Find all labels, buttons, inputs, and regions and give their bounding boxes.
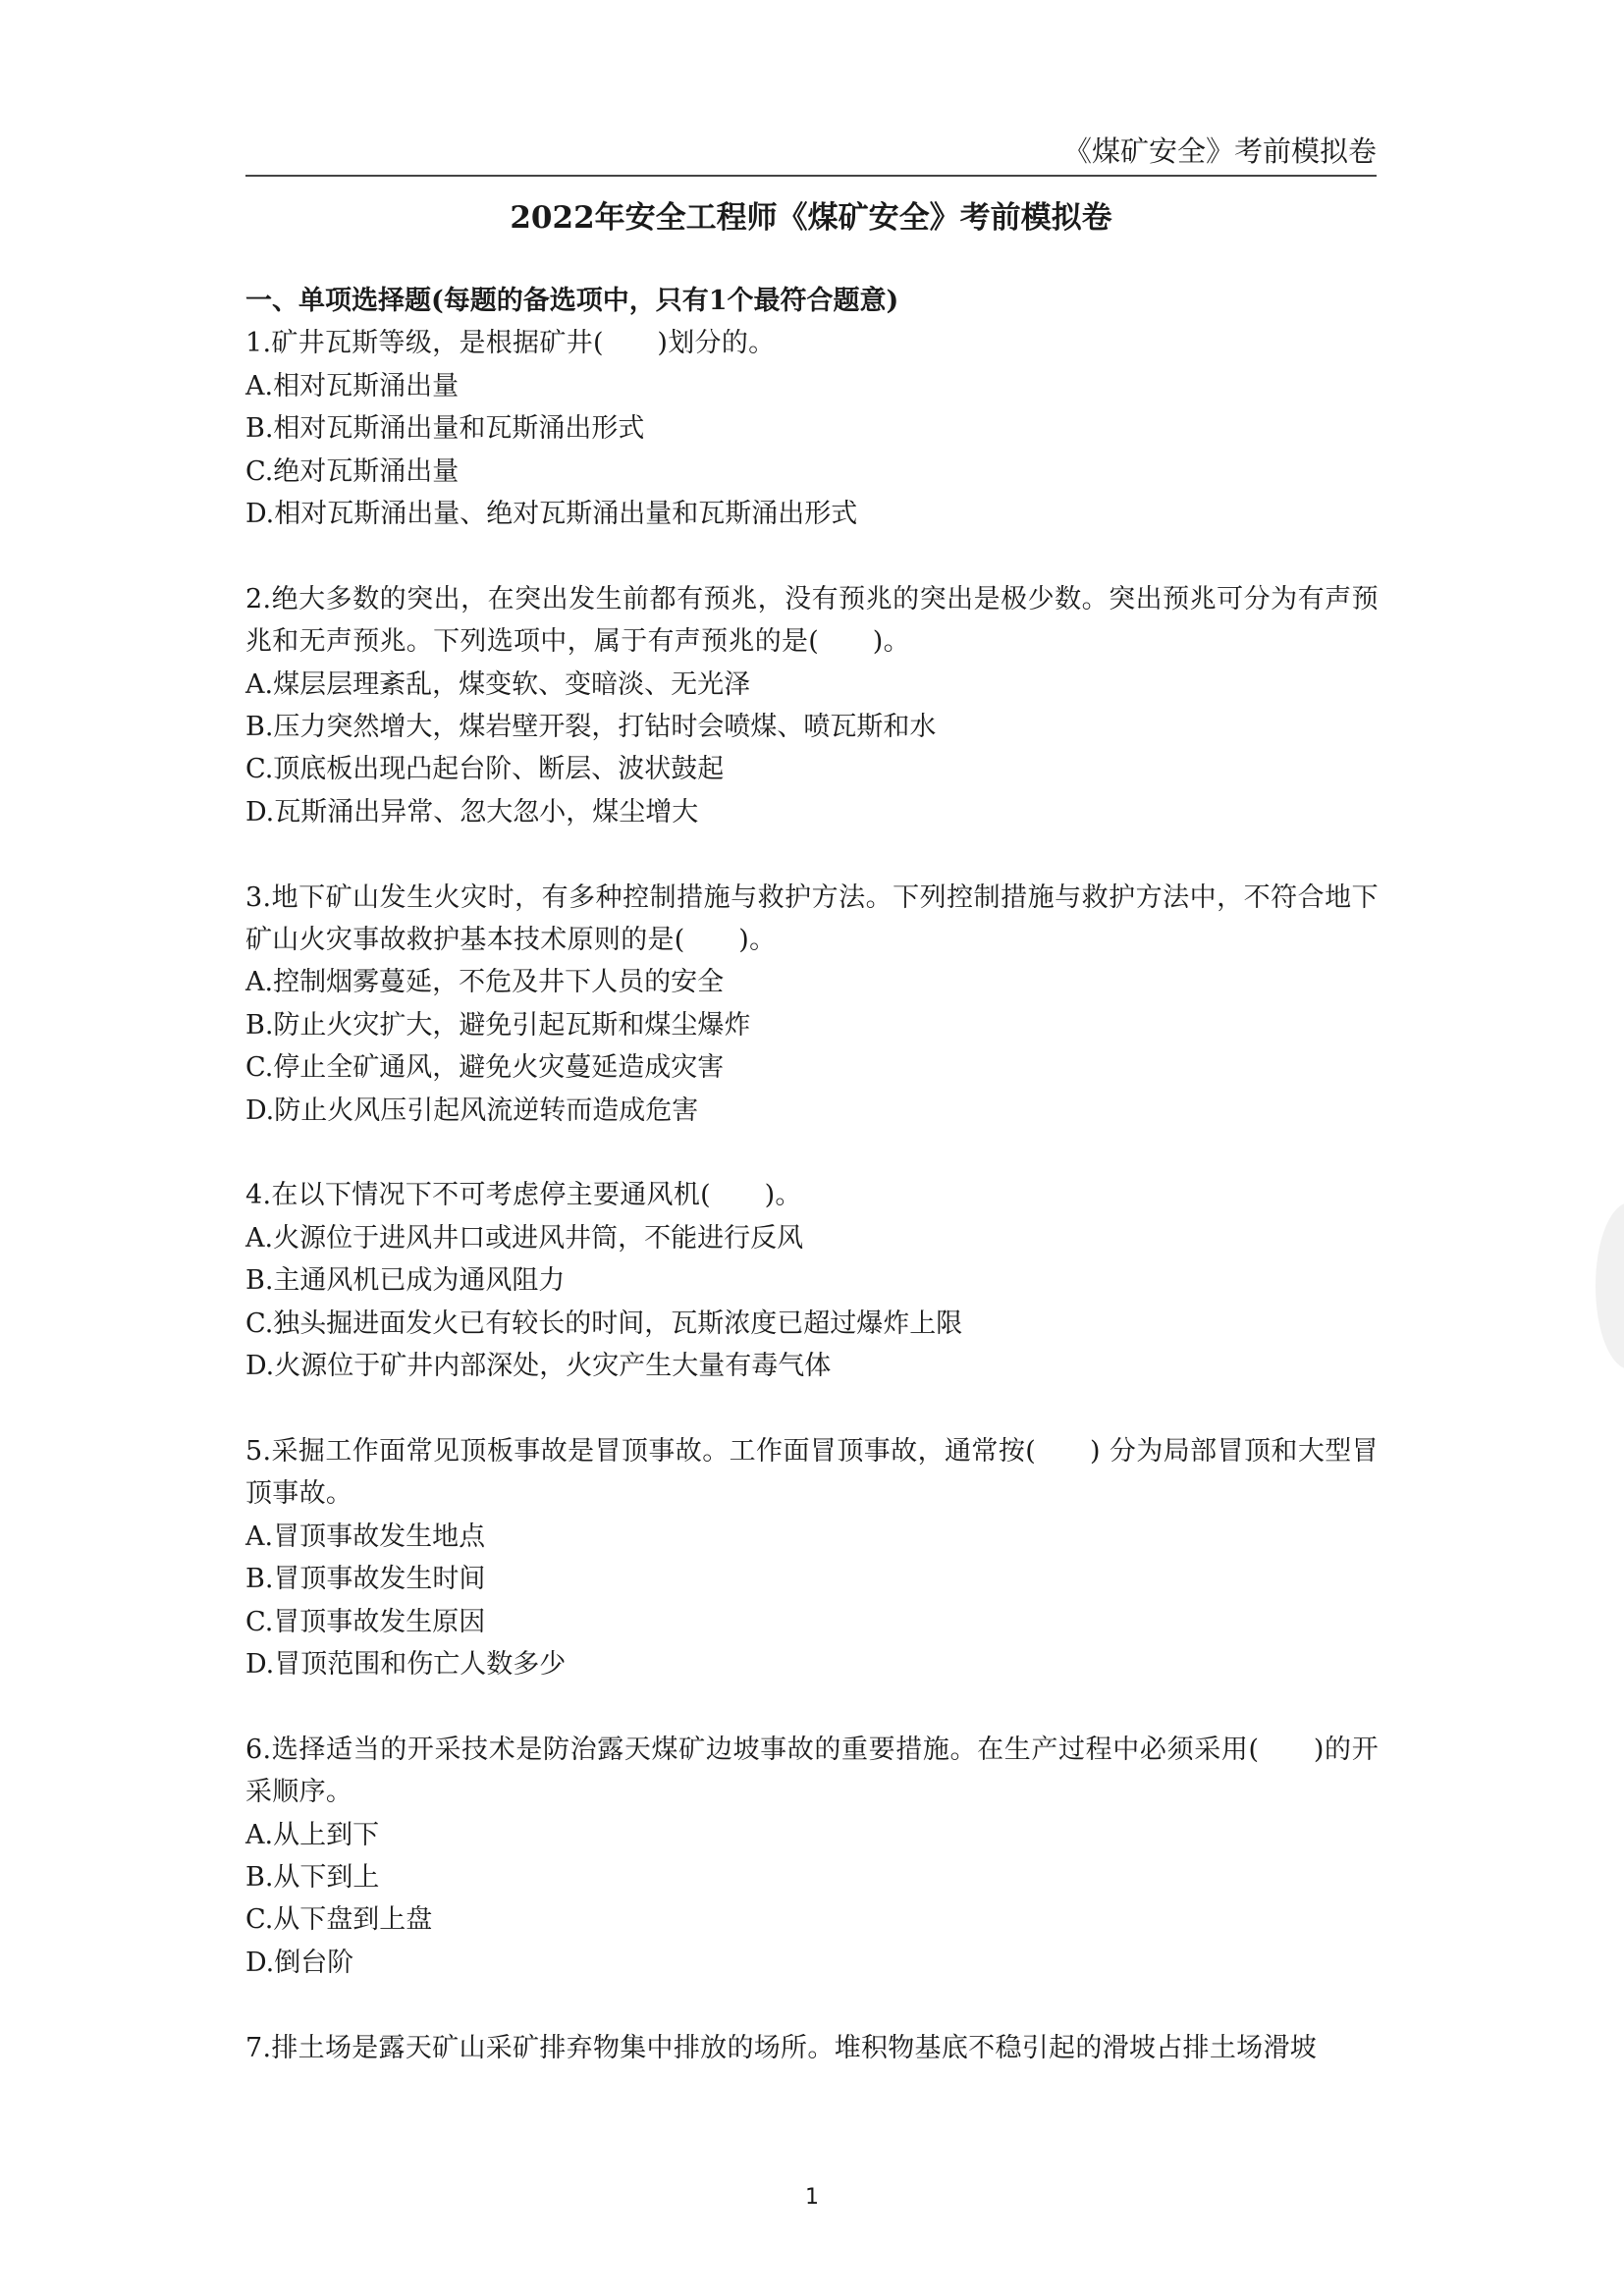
option-b: B.相对瓦斯涌出量和瓦斯涌出形式 xyxy=(245,413,645,445)
question-5 xyxy=(245,1430,1379,1685)
option-c: C.停止全矿通风，避免火灾蔓延造成灾害 xyxy=(245,1052,725,1084)
option-a: A.控制烟雾蔓延，不危及井下人员的安全 xyxy=(245,967,725,998)
option-a: A.火源位于进风井口或进风井筒，不能进行反风 xyxy=(245,1222,804,1254)
question-stem: 2.绝大多数的突出，在突出发生前都有预兆，没有预兆的突出是极少数。突出预兆可分为有声预兆和无声预兆。下列选项中，属于有声预兆的是( )。 xyxy=(245,583,1379,658)
question-7 xyxy=(245,2027,1379,2069)
option-a: A.冒顶事故发生地点 xyxy=(245,1521,486,1552)
option-d: D.冒顶范围和伤亡人数多少 xyxy=(245,1648,567,1680)
option-b: B.防止火灾扩大，避免引起瓦斯和煤尘爆炸 xyxy=(245,1009,751,1041)
page-number: 1 xyxy=(805,2185,819,2210)
document-title: 2022年安全工程师《煤矿安全》考前模拟卷 xyxy=(510,200,1112,236)
question-stem: 5.采掘工作面常见顶板事故是冒顶事故。工作面冒顶事故，通常按( ) 分为局部冒顶和大型冒顶事故。 xyxy=(245,1435,1379,1510)
header-divider xyxy=(245,175,1377,177)
question-3 xyxy=(245,877,1379,1132)
question-stem: 1.矿井瓦斯等级，是根据矿井( )划分的。 xyxy=(245,328,776,359)
option-c: C.独头掘进面发火已有较长的时间，瓦斯浓度已超过爆炸上限 xyxy=(245,1308,963,1339)
option-b: B.从下到上 xyxy=(245,1861,380,1893)
page-edge-shadow xyxy=(1596,1202,1624,1369)
option-a: A.相对瓦斯涌出量 xyxy=(245,370,460,401)
question-2 xyxy=(245,578,1379,833)
question-6 xyxy=(245,1729,1379,1984)
option-c: C.冒顶事故发生原因 xyxy=(245,1606,486,1637)
option-d: D.火源位于矿井内部深处，火灾产生大量有毒气体 xyxy=(245,1351,832,1382)
question-4 xyxy=(245,1174,1379,1387)
question-stem: 4.在以下情况下不可考虑停主要通风机( )。 xyxy=(245,1180,802,1211)
document-body xyxy=(245,280,1379,2111)
question-stem: 7.排土场是露天矿山采矿排弃物集中排放的场所。堆积物基底不稳引起的滑坡占排土场滑坡 xyxy=(245,2032,1318,2063)
section-heading: 一、单项选择题(每题的备选项中，只有1个最符合题意) xyxy=(245,286,899,316)
option-d: D.防止火风压引起风流逆转而造成危害 xyxy=(245,1095,699,1126)
option-b: B.压力突然增大，煤岩壁开裂，打钻时会喷煤、喷瓦斯和水 xyxy=(245,712,937,743)
option-a: A.煤层层理紊乱，煤变软、变暗淡、无光泽 xyxy=(245,668,751,700)
option-d: D.相对瓦斯涌出量、绝对瓦斯涌出量和瓦斯涌出形式 xyxy=(245,499,858,530)
option-b: B.主通风机已成为通风阻力 xyxy=(245,1265,566,1297)
question-stem: 6.选择适当的开采技术是防治露天煤矿边坡事故的重要措施。在生产过程中必须采用( )的开采顺序。 xyxy=(245,1734,1379,1808)
option-d: D.倒台阶 xyxy=(245,1947,354,1978)
running-header: 《煤矿安全》考前模拟卷 xyxy=(1062,134,1377,168)
option-c: C.绝对瓦斯涌出量 xyxy=(245,455,460,487)
option-c: C.从下盘到上盘 xyxy=(245,1904,433,1936)
question-1 xyxy=(245,322,1379,535)
option-c: C.顶底板出现凸起台阶、断层、波状鼓起 xyxy=(245,754,725,785)
option-d: D.瓦斯涌出异常、忽大忽小，煤尘增大 xyxy=(245,796,699,828)
option-b: B.冒顶事故发生时间 xyxy=(245,1564,486,1595)
question-stem: 3.地下矿山发生火灾时，有多种控制措施与救护方法。下列控制措施与救护方法中，不符合地下矿山火灾事故救护基本技术原则的是( )。 xyxy=(245,881,1379,956)
option-a: A.从上到下 xyxy=(245,1819,380,1850)
